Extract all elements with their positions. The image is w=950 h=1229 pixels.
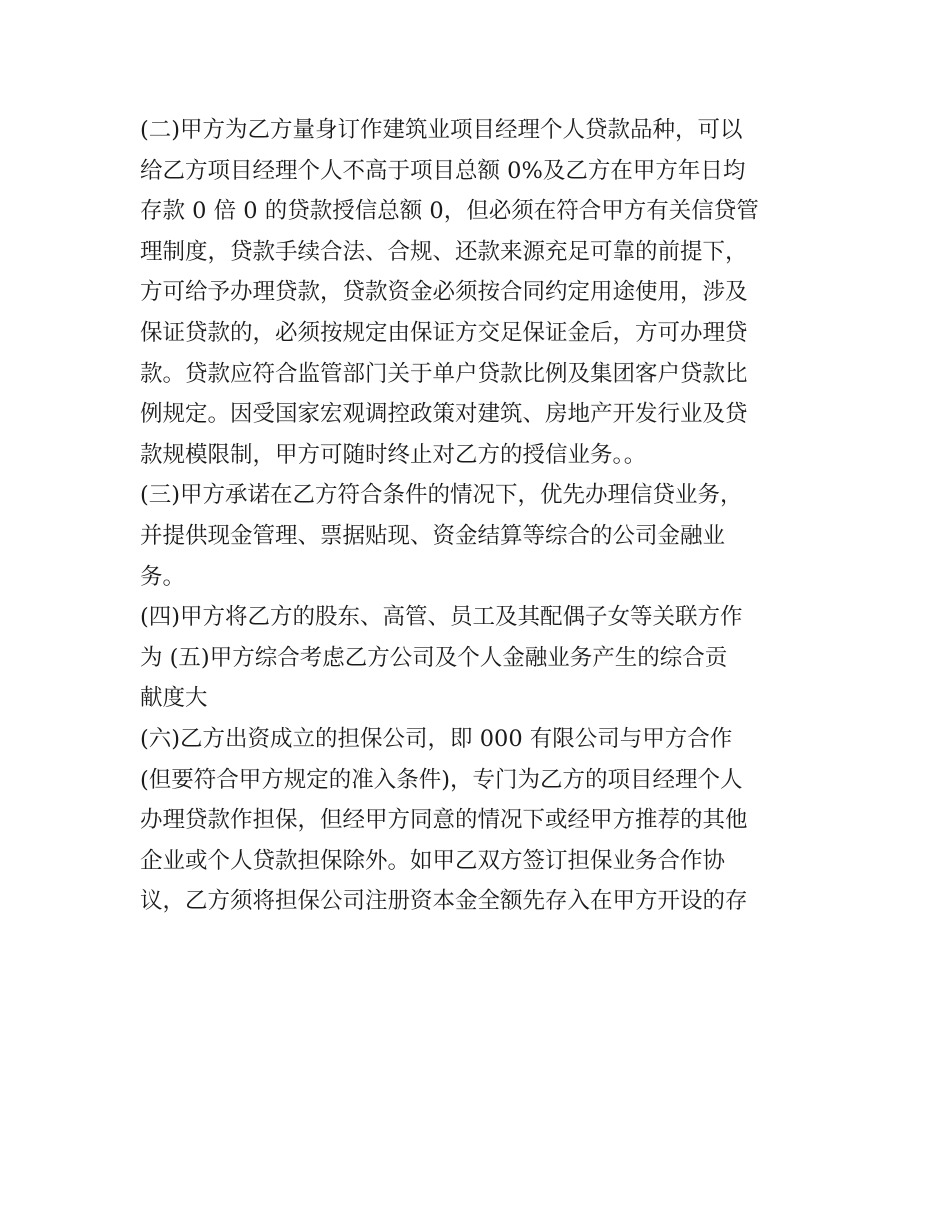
- text-line: 理制度，贷款手续合法、合规、还款来源充足可靠的前提下，: [140, 238, 748, 265]
- text-line: 献度大: [140, 685, 208, 712]
- text-line: 存款 0 倍 0 的贷款授信总额 0，但必须在符合甲方有关信贷管: [140, 198, 759, 225]
- text-line: 保证贷款的，必须按规定由保证方交足保证金后，方可办理贷: [140, 319, 748, 346]
- text-line: 款。贷款应符合监管部门关于单户贷款比例及集团客户贷款比: [140, 360, 748, 387]
- text-line: 务。: [140, 563, 186, 590]
- text-line: 并提供现金管理、票据贴现、资金结算等综合的公司金融业: [140, 522, 726, 549]
- text-line: 企业或个人贷款担保除外。如甲乙双方签订担保业务合作协: [140, 847, 726, 874]
- text-line: 办理贷款作担保，但经甲方同意的情况下或经甲方推荐的其他: [140, 807, 748, 834]
- text-line: 款规模限制，甲方可随时终止对乙方的授信业务。。: [140, 441, 647, 468]
- text-line: (但要符合甲方规定的准入条件)，专门为乙方的项目经理个人: [140, 766, 743, 793]
- text-line: (四)甲方将乙方的股东、高管、员工及其配偶子女等关联方作: [140, 604, 743, 631]
- text-line: (三)甲方承诺在乙方符合条件的情况下，优先办理信贷业务，: [140, 482, 743, 509]
- text-line: 给乙方项目经理个人不高于项目总额 0%及乙方在甲方年日均: [140, 157, 746, 184]
- text-line: 为 (五)甲方综合考虑乙方公司及个人金融业务产生的综合贡: [140, 644, 728, 671]
- document-body: [140, 110, 830, 922]
- text-line: 方可给予办理贷款，贷款资金必须按合同约定用途使用，涉及: [140, 279, 748, 306]
- text-line: 议，乙方须将担保公司注册资本金全额先存入在甲方开设的存: [140, 888, 748, 915]
- text-line: 例规定。因受国家宏观调控政策对建筑、房地产开发行业及贷: [140, 401, 748, 428]
- text-line: (二)甲方为乙方量身订作建筑业项目经理个人贷款品种，可以: [140, 117, 743, 143]
- text-line: (六)乙方出资成立的担保公司，即 000 有限公司与甲方合作: [140, 725, 733, 752]
